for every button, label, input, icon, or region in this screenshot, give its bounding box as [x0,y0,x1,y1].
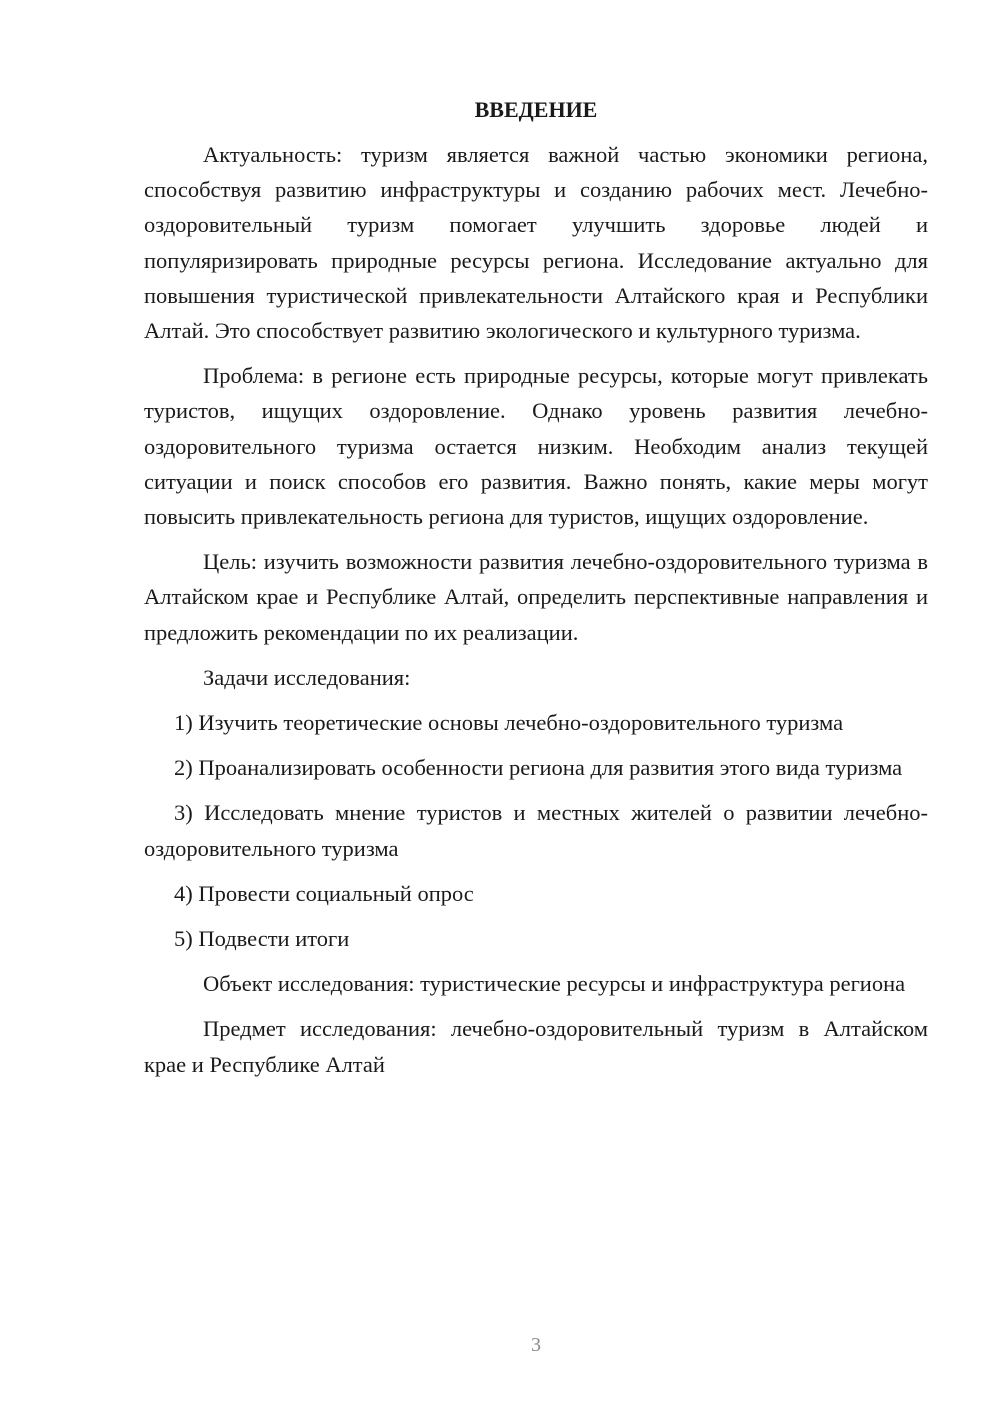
goal-paragraph: Цель: изучить возможности развития лечебно-оздоровительного туризма в Алтайском крае и Республике Алтай, определить перспективные направления и предложить рекомендации по их реализации. [144,549,928,645]
section-heading: ВВЕДЕНИЕ [474,97,598,122]
task-item-1: 1) Изучить теоретические основы лечебно-оздоровительного туризма [174,710,844,736]
document-page [144,96,928,1092]
task-item-5: 5) Подвести итоги [174,926,350,952]
task-item-3: 3) Исследовать мнение туристов и местных жителей о развитии лечебно-оздоровительного туризма [144,800,928,861]
task-item-4: 4) Провести социальный опрос [174,880,474,906]
tasks-intro: Задачи исследования: [203,664,411,690]
relevance-paragraph: Актуальность: туризм является важной частью экономики региона, способствуя развитию инфраструктуры и созданию рабочих мест. Лечебно-оздоровительный туризм помогает улучшить здоровье людей и популяризировать природные ресурсы региона. Исследование актуально для повышения туристической привлекательности Алтайского края и Республики Алтай. Это способствует развитию экологического и культурного туризма. [144,142,928,344]
research-object-paragraph: Объект исследования: туристические ресурсы и инфраструктура региона [203,971,906,997]
research-subject-paragraph: Предмет исследования: лечебно-оздоровительный туризм в Алтайском крае и Республике Алтай [144,1016,928,1077]
problem-paragraph: Проблема: в регионе есть природные ресурсы, которые могут привлекать туристов, ищущих оздоровление. Однако уровень развития лечебно-оздоровительного туризма остается низким. Необходим анализ текущей ситуации и поиск способов его развития. Важно понять, какие меры могут повысить привлекательность региона для туристов, ищущих оздоровление. [144,363,928,530]
task-item-2: 2) Проанализировать особенности региона для развития этого вида туризма [174,755,903,781]
page-number: 3 [531,1334,541,1356]
